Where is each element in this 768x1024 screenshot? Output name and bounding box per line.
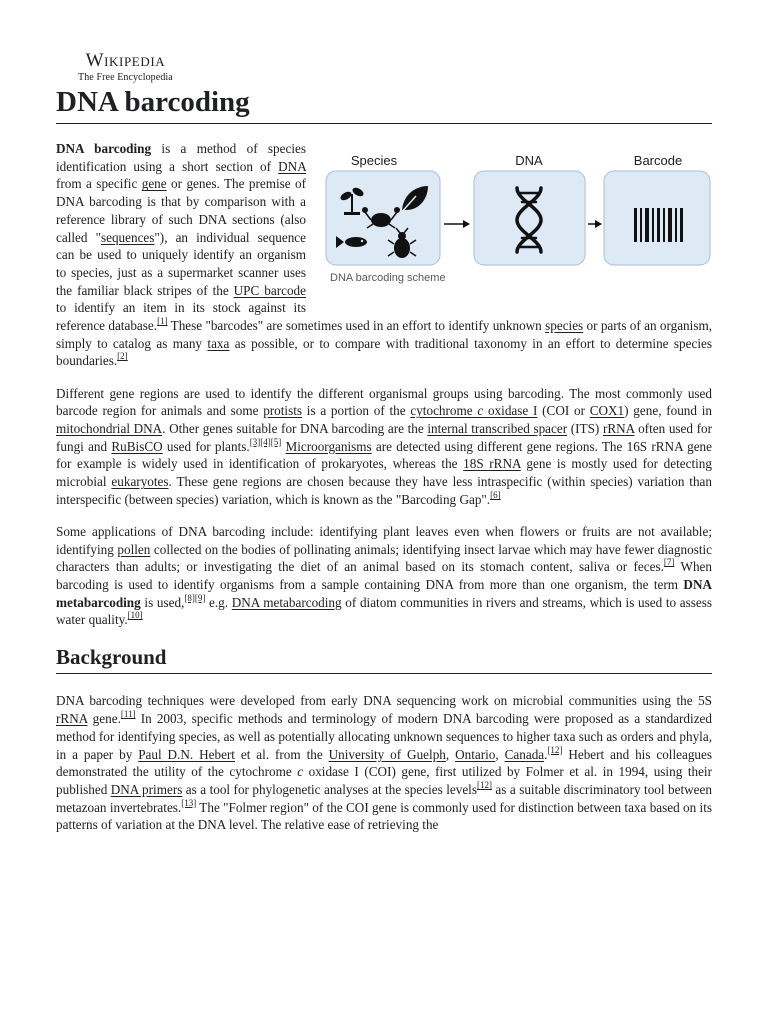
ref-link[interactable]: [4] xyxy=(260,436,271,447)
figure-label-species: Species xyxy=(350,153,398,168)
ref-11[interactable] xyxy=(121,709,136,719)
link-protists[interactable]: protists xyxy=(263,403,303,419)
text-run: . Other genes suitable for DNA barcoding are the xyxy=(162,420,428,436)
ref-8[interactable] xyxy=(184,593,195,603)
link-dna-metabarcoding[interactable]: DNA metabarcoding xyxy=(231,594,342,610)
link-18s-rrna[interactable]: 18S rRNA xyxy=(463,456,521,472)
text-run: often used for fungi and xyxy=(56,420,712,454)
ref-7[interactable] xyxy=(664,557,675,567)
figure-label-dna: DNA xyxy=(515,153,543,168)
text-run: used for plants. xyxy=(162,438,250,454)
text-run: When barcoding is used to identify organisms from a sample containing DNA from more than one organism, the term xyxy=(56,559,713,592)
barcode-icon xyxy=(634,208,683,242)
text-run: . xyxy=(544,746,548,762)
text-run: e.g. xyxy=(205,594,232,610)
text-run: is used, xyxy=(140,594,185,610)
article-body xyxy=(56,140,712,848)
text-run: gene. xyxy=(87,711,121,727)
ref-link[interactable]: [10] xyxy=(127,610,143,621)
ref-link[interactable]: [8] xyxy=(184,592,195,603)
bold-term: DNA metabarcoding xyxy=(56,576,712,610)
text-run: Hebert and his colleagues demonstrated the utility of the cytochrome xyxy=(56,746,713,780)
text-run: "), an individual sequence can be used to uniquely identify an organism to species, just as a supermarket scanner uses the familiar black stripes of the xyxy=(56,229,306,298)
text-run: or parts of an organism, simply to catalog as many xyxy=(56,318,713,351)
link-eukaryotes[interactable]: eukaryotes xyxy=(111,474,169,490)
link-part: oxidase I xyxy=(483,403,538,419)
arrow-right-icon xyxy=(444,220,470,228)
text-run: is a method of species identification using a short section of xyxy=(56,141,306,174)
link-university-of-guelph[interactable]: University of Guelph xyxy=(328,746,446,762)
ref-1[interactable] xyxy=(157,316,168,326)
text-run: as a tool for phylogenetic analyses at the species levels xyxy=(182,781,477,797)
ref-5[interactable] xyxy=(271,437,282,447)
barcoding-scheme-diagram xyxy=(324,140,712,268)
link-sequences[interactable]: sequences xyxy=(100,229,155,245)
ref-2[interactable] xyxy=(117,351,128,361)
link-microorganisms[interactable]: Microorganisms xyxy=(285,438,372,454)
link-canada[interactable]: Canada xyxy=(504,746,545,762)
figure-dna-barcoding-scheme[interactable] xyxy=(324,140,712,300)
text-run: from a specific xyxy=(56,176,142,192)
link-pollen[interactable]: pollen xyxy=(117,541,151,557)
ref-link[interactable]: [9] xyxy=(194,592,206,603)
ref-link[interactable]: [5] xyxy=(270,436,282,447)
link-dna-primers[interactable]: DNA primers xyxy=(110,781,183,797)
figure-label-barcode: Barcode xyxy=(633,153,683,168)
text-run: Some applications of DNA barcoding include: identifying plant leaves even when flowers or fruits are not available; identifying xyxy=(56,523,712,557)
ref-link[interactable]: [13] xyxy=(181,797,197,808)
text-run: as possible, or to compare with traditional taxonomy in an effort to determine species boundaries. xyxy=(56,335,712,369)
text-run: (COI or xyxy=(537,403,590,419)
text-run: are detected using different gene regions. The 16S rRNA gene for example is widely used in identification of prokaryotes, whereas the xyxy=(56,438,713,472)
logo-wordmark: Wikipedia xyxy=(85,50,166,71)
ref-12[interactable] xyxy=(477,780,492,790)
text-run: , xyxy=(445,746,456,762)
wikipedia-logo[interactable] xyxy=(78,50,173,84)
bold-term: DNA barcoding xyxy=(56,141,152,156)
figure-caption: DNA barcoding scheme xyxy=(330,272,446,284)
background-paragraph xyxy=(56,692,712,834)
ref-link[interactable]: [7] xyxy=(663,557,675,568)
text-run: is a portion of the xyxy=(302,403,411,419)
link-ontario[interactable]: Ontario xyxy=(455,746,496,762)
intro-paragraph-3 xyxy=(56,523,712,629)
ref-6[interactable] xyxy=(490,490,501,500)
text-run: . These gene regions are chosen because they have less intraspecific (within species) variation than interspecific (between species) variation, which is known as the "Barcoding Gap". xyxy=(56,474,712,507)
page-title: DNA barcoding xyxy=(56,82,712,124)
ref-12[interactable] xyxy=(547,745,562,755)
link-rrna[interactable]: rRNA xyxy=(56,711,88,727)
text-run: of diatom communities in rivers and streams, which is used to assess water quality. xyxy=(56,594,712,628)
ref-10[interactable] xyxy=(128,610,143,620)
link-dna[interactable]: DNA xyxy=(278,158,306,174)
ref-3[interactable] xyxy=(250,437,261,447)
link-rubisco[interactable]: RuBisCO xyxy=(111,438,163,454)
link-paul-hebert[interactable]: Paul D.N. Hebert xyxy=(138,746,235,762)
section-heading-background: Background xyxy=(56,643,712,674)
ref-link[interactable]: [12] xyxy=(476,779,492,790)
ref-13[interactable] xyxy=(181,798,196,808)
text-run: oxidase I (COI) gene, first utilized by Folmer et al. in 1994, using their published xyxy=(56,764,712,797)
text-run: or genes. The premise of DNA barcoding is that by comparison with a reference library of such DNA sections (also called " xyxy=(56,176,306,245)
ref-link[interactable]: [1] xyxy=(157,316,168,327)
text-run: These "barcodes" are sometimes used in an effort to identify unknown xyxy=(167,318,546,334)
ref-link[interactable]: [6] xyxy=(490,489,501,500)
intro-paragraph-2 xyxy=(56,385,712,509)
ref-link[interactable]: [3] xyxy=(249,436,261,447)
link-internal-transcribed-spacer[interactable]: internal transcribed spacer xyxy=(427,420,568,436)
ref-9[interactable] xyxy=(195,593,206,603)
ref-4[interactable] xyxy=(260,437,271,447)
link-mitochondrial-dna[interactable]: mitochondrial DNA xyxy=(56,420,163,436)
link-taxa[interactable]: taxa xyxy=(207,335,230,351)
text-run: The "Folmer region" of the COI gene is commonly used for distinction between taxa based on its patterns of variation at the DNA level. The relative ease of retrieving the xyxy=(56,799,712,833)
link-part: c xyxy=(477,403,484,419)
link-species[interactable]: species xyxy=(545,318,584,334)
ref-link[interactable]: [2] xyxy=(117,351,128,362)
logo-tagline: The Free Encyclopedia xyxy=(78,72,173,83)
text-run: et al. from the xyxy=(234,746,329,762)
arrow-right-icon xyxy=(588,220,602,228)
link-rrna[interactable]: rRNA xyxy=(602,420,635,436)
link-cox1[interactable]: COX1 xyxy=(589,403,625,419)
text-run: (ITS) xyxy=(567,420,603,436)
italic-term: c xyxy=(297,764,304,780)
text-run: ) gene, found in xyxy=(624,403,713,419)
ref-link[interactable]: [12] xyxy=(547,744,563,755)
ref-link[interactable]: [11] xyxy=(120,709,136,720)
text-run: In 2003, specific methods and terminology of modern DNA barcoding were proposed as a standardized method for identifying species, as well as potentially allocating unknown sequences to higher taxa such as orders and phyla, in a paper by xyxy=(56,711,712,762)
link-cytochrome-c-oxidase-i[interactable] xyxy=(410,403,537,418)
text-run: DNA barcoding techniques were developed from early DNA sequencing work on microbial communities using the 5S xyxy=(56,693,712,709)
text-run: , xyxy=(495,746,505,762)
text-run: collected on the bodies of pollinating animals; identifying insect larvae which may have fewer diagnostic characters than adults; or investigating the diet of an animal based on its stomach content, saliva or feces. xyxy=(56,541,713,575)
link-gene[interactable]: gene xyxy=(141,176,167,192)
text-run: as a suitable discriminatory tool between metazoan invertebrates. xyxy=(56,781,712,815)
dna-box xyxy=(474,171,585,265)
link-part: cytochrome xyxy=(410,403,478,419)
text-run: gene is mostly used for detecting microbial xyxy=(56,456,712,490)
text-run: Different gene regions are used to identify the different organismal groups using barcoding. The most commonly used barcode region for animals and some xyxy=(56,385,712,419)
text-run: to identify an item in its stock against its reference database. xyxy=(56,300,306,334)
link-upc-barcode[interactable]: UPC barcode xyxy=(233,282,306,298)
